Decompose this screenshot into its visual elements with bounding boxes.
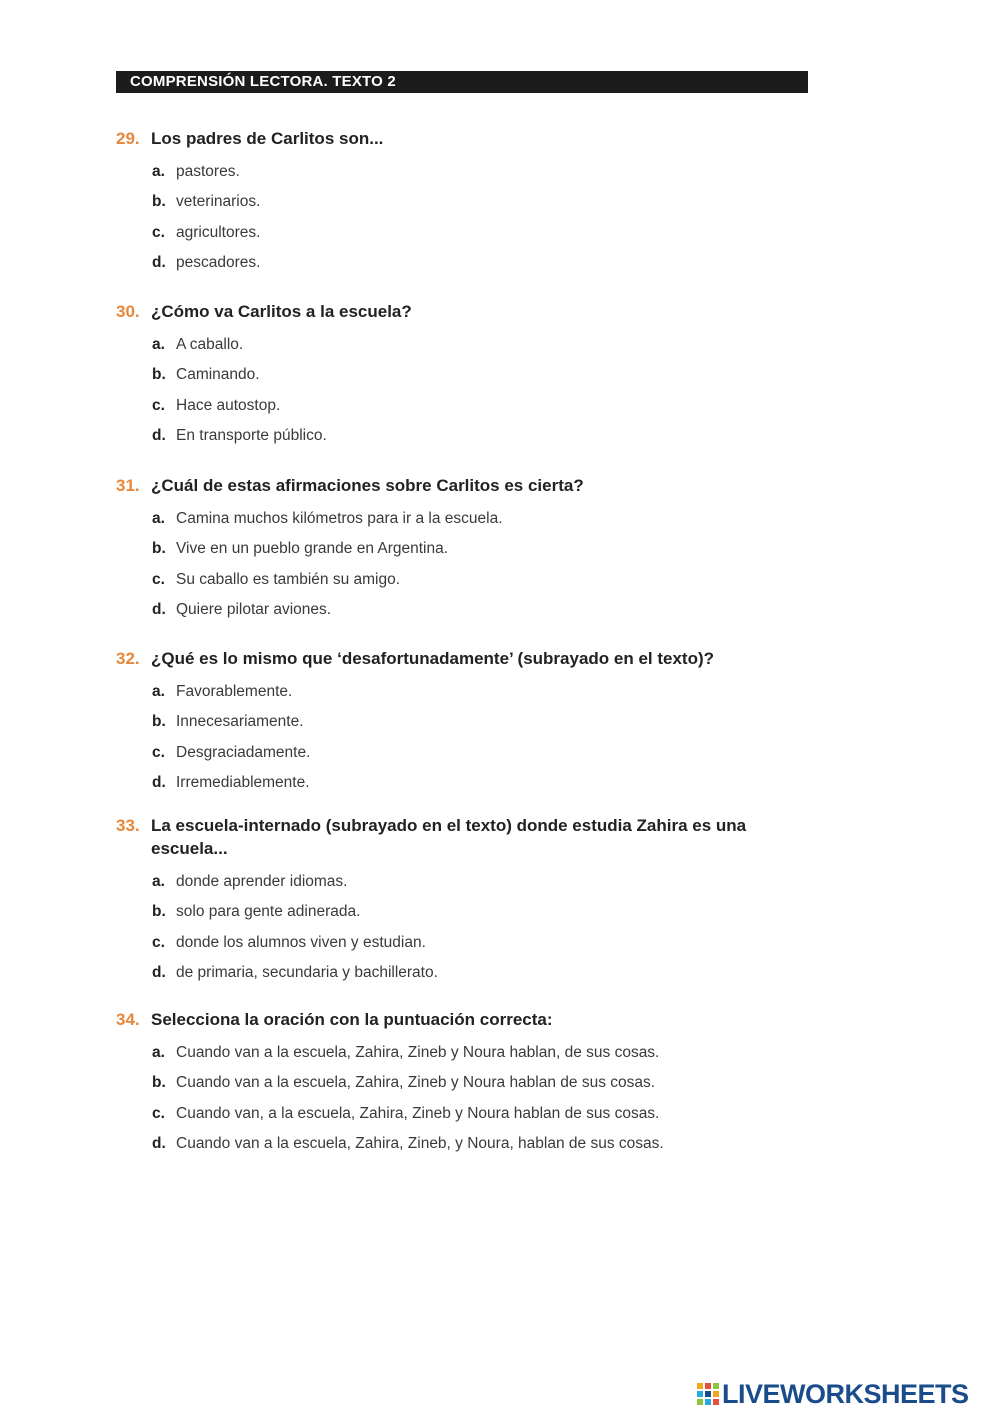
option-a[interactable]: a. pastores. (152, 163, 240, 180)
question-text: ¿Cuál de estas afirmaciones sobre Carlitos es cierta? (151, 476, 584, 495)
option-a[interactable]: a. Favorablemente. (152, 683, 293, 700)
section-title: COMPRENSIÓN LECTORA. TEXTO 2 (130, 73, 396, 90)
question-number: 32. (116, 649, 140, 668)
option-b[interactable]: b. Vive en un pueblo grande en Argentina. (152, 540, 449, 558)
question-number: 33. (116, 816, 140, 835)
question-text: Los padres de Carlitos son... (151, 129, 384, 148)
question-text: ¿Qué es lo mismo que ‘desafortunadamente’ (subrayado en el texto)? (151, 649, 715, 668)
option-d[interactable]: d. En transporte público. (152, 426, 327, 444)
question-31 (116, 474, 816, 625)
option-c[interactable]: c. Hace autostop. (152, 396, 281, 414)
question-text: Selecciona la oración con la puntuación correcta: (151, 1010, 553, 1029)
question-30 (116, 300, 816, 451)
option-a[interactable]: a. Camina muchos kilómetros para ir a la escuela. (152, 510, 503, 527)
option-c[interactable]: c. Su caballo es también su amigo. (152, 570, 401, 588)
question-number: 29. (116, 129, 140, 148)
question-text: La escuela-internado (subrayado en el texto) donde estudia Zahira es una escuela... (151, 816, 747, 858)
question-32 (116, 647, 816, 798)
question-34 (116, 1008, 816, 1159)
option-c[interactable]: c. Desgraciadamente. (152, 743, 311, 761)
option-a[interactable]: a. Cuando van a la escuela, Zahira, Zineb y Noura hablan, de sus cosas. (152, 1044, 660, 1061)
question-33 (116, 814, 816, 988)
section-header-bar (116, 71, 808, 93)
question-number: 34. (116, 1010, 140, 1029)
option-a[interactable]: a. donde aprender idiomas. (152, 873, 348, 890)
option-b[interactable]: b. Caminando. (152, 366, 260, 384)
option-d[interactable]: d. Quiere pilotar aviones. (152, 600, 332, 618)
question-number: 30. (116, 302, 140, 321)
option-d[interactable]: d. Irremediablemente. (152, 773, 310, 791)
option-d[interactable]: d. pescadores. (152, 253, 261, 271)
logo-text: LIVEWORKSHEETS (722, 1379, 969, 1409)
option-c[interactable]: c. agricultores. (152, 223, 261, 241)
option-a[interactable]: a. A caballo. (152, 336, 244, 353)
option-c[interactable]: c. Cuando van, a la escuela, Zahira, Zineb y Noura hablan de sus cosas. (152, 1104, 660, 1122)
option-d[interactable]: d. Cuando van a la escuela, Zahira, Zineb, y Noura, hablan de sus cosas. (152, 1134, 664, 1152)
option-c[interactable]: c. donde los alumnos viven y estudian. (152, 933, 426, 951)
liveworksheets-logo-icon (697, 1383, 719, 1405)
option-d[interactable]: d. de primaria, secundaria y bachillerato. (152, 963, 438, 981)
liveworksheets-logo[interactable] (697, 1379, 969, 1409)
option-b[interactable]: b. Cuando van a la escuela, Zahira, Zineb y Noura hablan de sus cosas. (152, 1074, 656, 1092)
option-b[interactable]: b. solo para gente adinerada. (152, 903, 361, 921)
question-29 (116, 127, 816, 278)
question-text: ¿Cómo va Carlitos a la escuela? (151, 302, 412, 321)
option-b[interactable]: b. veterinarios. (152, 193, 261, 211)
option-b[interactable]: b. Innecesariamente. (152, 713, 304, 731)
question-number: 31. (116, 476, 140, 495)
